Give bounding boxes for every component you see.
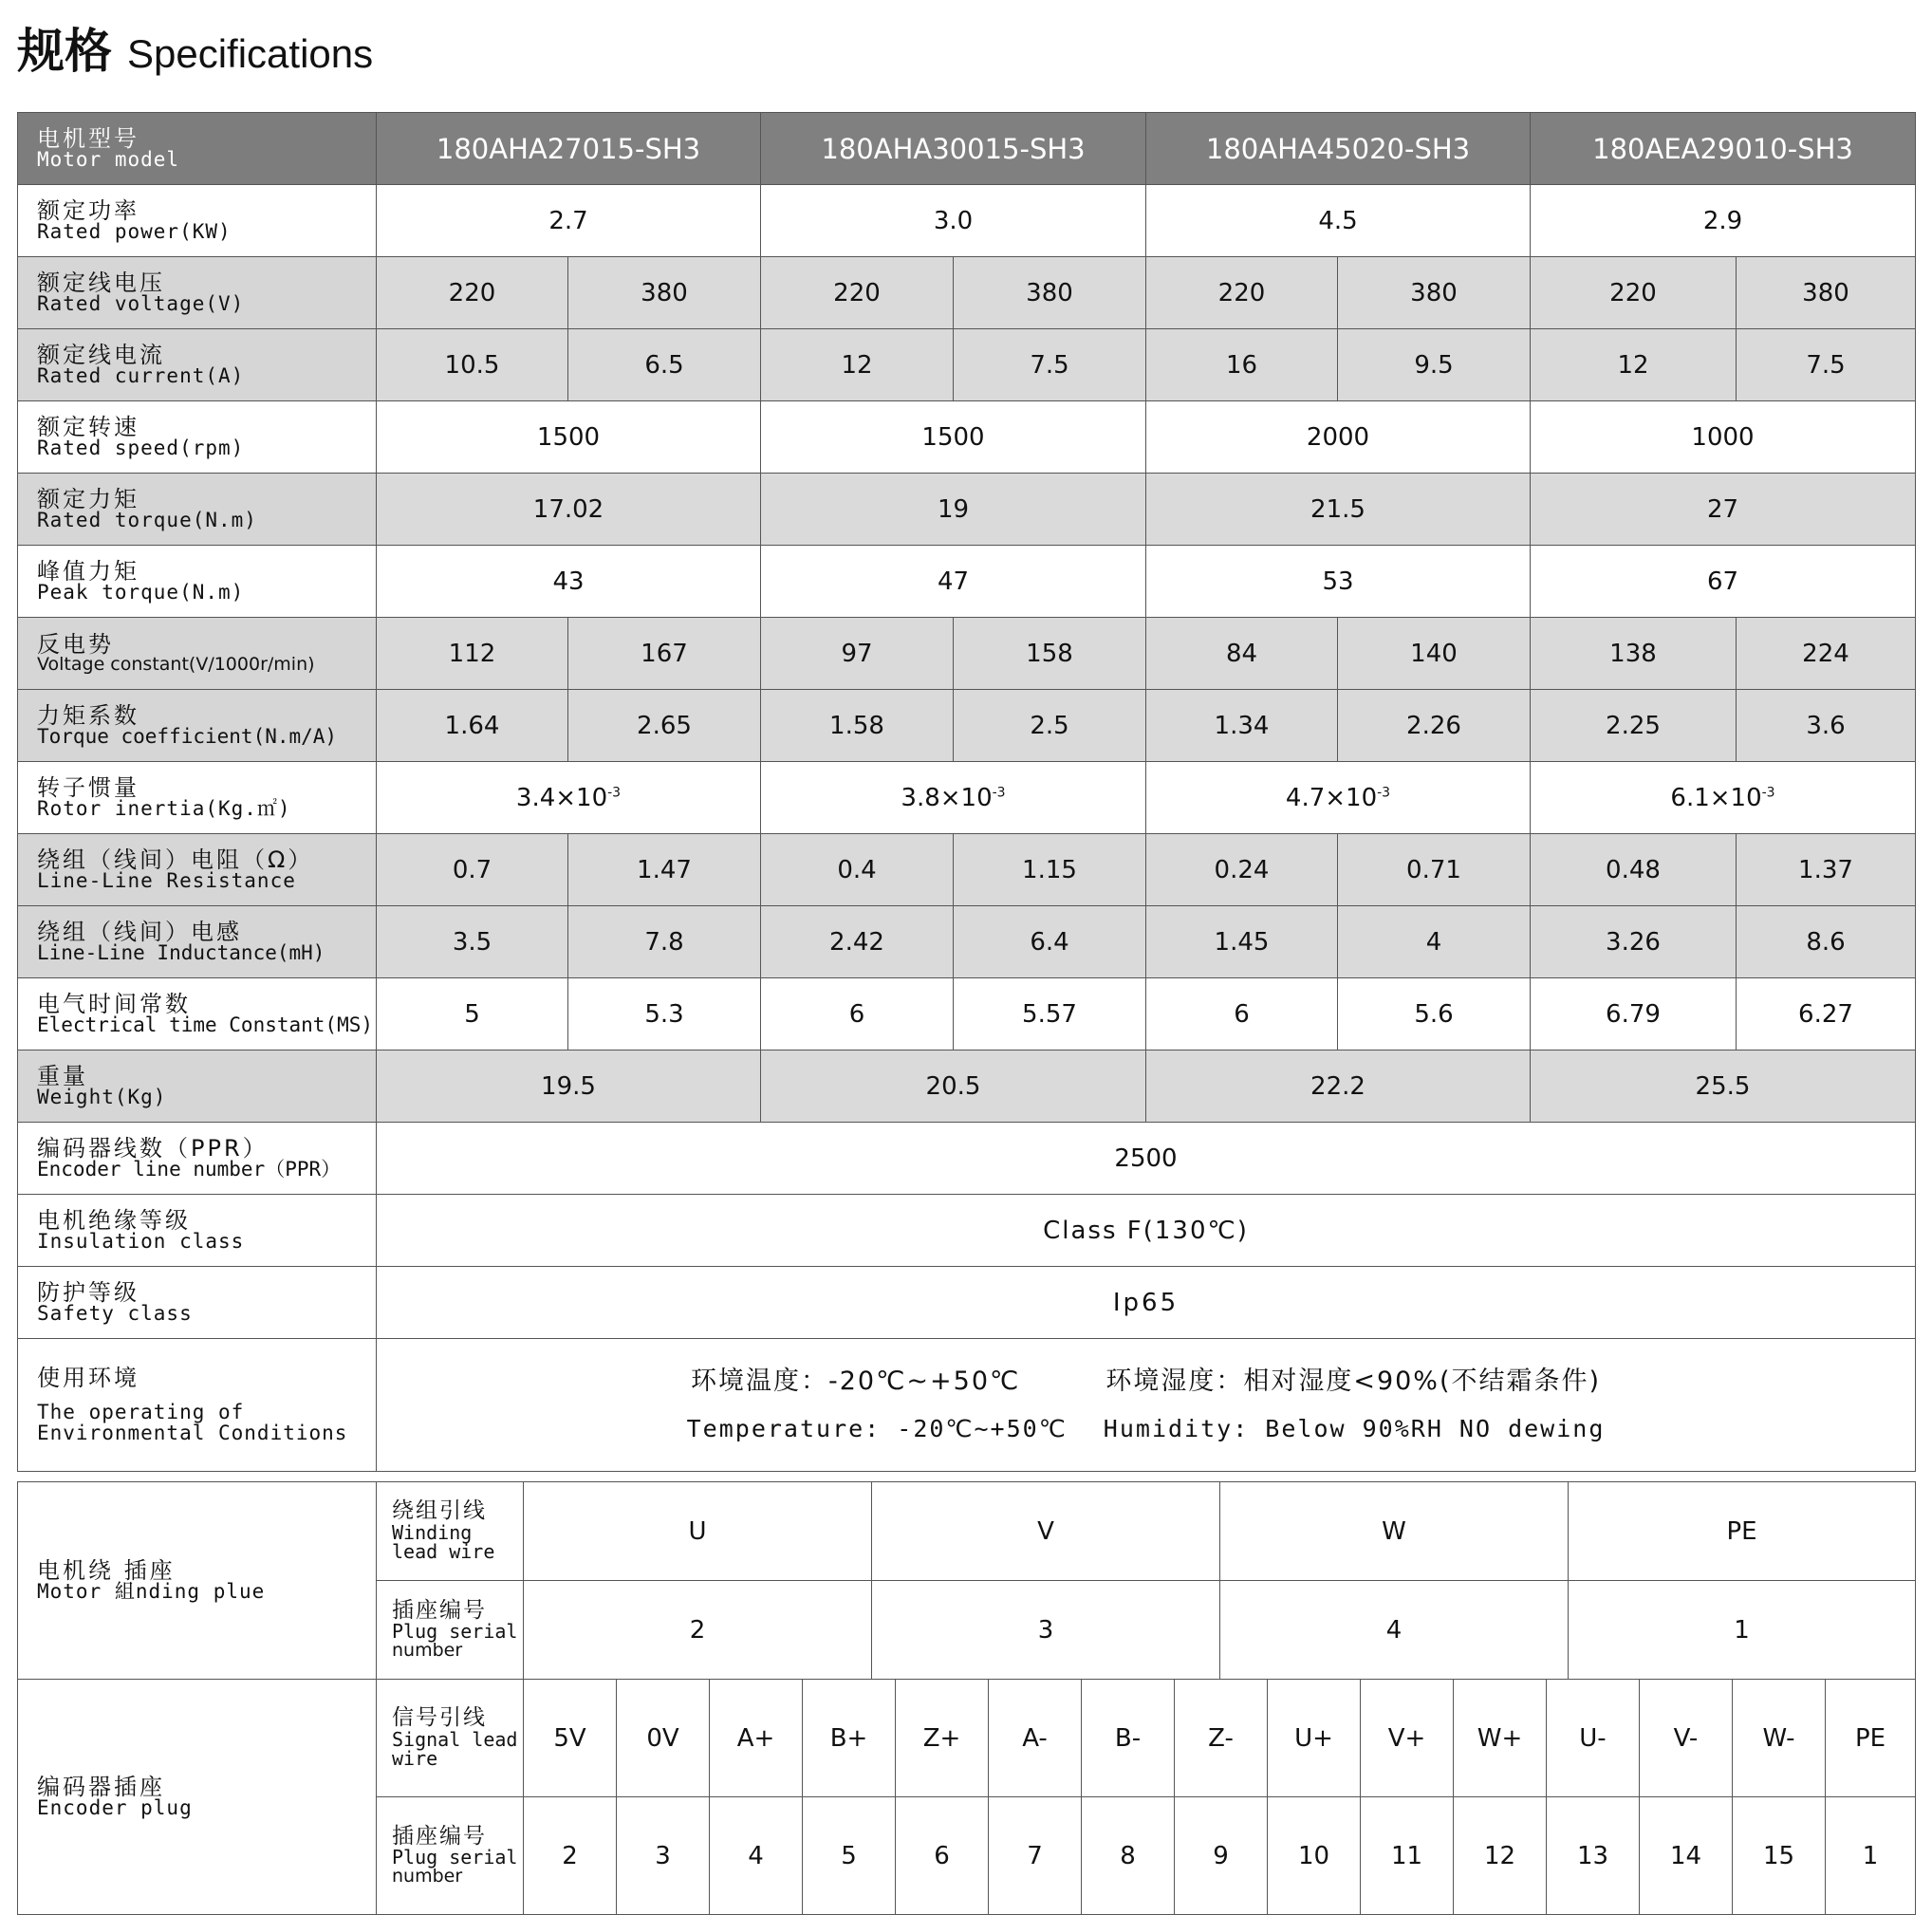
spec-value: 6.27 bbox=[1737, 978, 1916, 1050]
label-resistance: 绕组（线间）电阻（Ω） Line-Line Resistance bbox=[18, 834, 377, 906]
spec-value: 53 bbox=[1146, 546, 1531, 618]
label-environment: 使用环境 The operating of Environmental Conditions bbox=[18, 1339, 377, 1472]
temp-en: Temperature: -20℃~+50℃ bbox=[686, 1414, 1068, 1442]
row-rated-voltage bbox=[18, 257, 1916, 329]
plug-number: 2 bbox=[524, 1797, 617, 1915]
row-encoder-line bbox=[18, 1123, 1916, 1195]
row-rated-current bbox=[18, 329, 1916, 401]
label-plug-serial: 插座编号 Plug serial number bbox=[377, 1581, 524, 1680]
plug-number: 14 bbox=[1640, 1797, 1733, 1915]
spec-value: 380 bbox=[1737, 257, 1916, 329]
spec-value: 2.26 bbox=[1338, 690, 1531, 762]
spec-value: 4 bbox=[1338, 906, 1531, 978]
spec-value: 47 bbox=[761, 546, 1146, 618]
humidity-zh: 环境湿度：相对湿度<90%(不结霜条件) bbox=[1105, 1366, 1602, 1396]
spec-value: 12 bbox=[1531, 329, 1737, 401]
spec-value: $4.7\times 10^{-3}$ bbox=[1146, 762, 1531, 834]
signal-lead: B- bbox=[1082, 1680, 1175, 1797]
winding-lead: V bbox=[872, 1482, 1220, 1581]
label-rated-speed: 额定转速 Rated speed(rpm) bbox=[18, 401, 377, 474]
model-name: 180AEA29010-SH3 bbox=[1531, 113, 1916, 185]
spec-value: 2.42 bbox=[761, 906, 954, 978]
spec-value: 3.6 bbox=[1737, 690, 1916, 762]
spec-value: 220 bbox=[1531, 257, 1737, 329]
spec-value: 5.6 bbox=[1338, 978, 1531, 1050]
spec-value: 27 bbox=[1531, 474, 1916, 546]
spec-value: 7.5 bbox=[1737, 329, 1916, 401]
spec-value: 5 bbox=[377, 978, 568, 1050]
plug-number: 15 bbox=[1733, 1797, 1826, 1915]
spec-value: 10.5 bbox=[377, 329, 568, 401]
label-motor-model: 电机型号 Motor model bbox=[18, 113, 377, 185]
spec-value: 3.26 bbox=[1531, 906, 1737, 978]
row-rated-torque bbox=[18, 474, 1916, 546]
label-signal-lead: 信号引线 Signal lead wire bbox=[377, 1680, 524, 1797]
spec-table bbox=[17, 112, 1916, 1472]
row-peak-torque bbox=[18, 546, 1916, 618]
spec-value: $3.8\times 10^{-3}$ bbox=[761, 762, 1146, 834]
spec-value: 1.47 bbox=[568, 834, 761, 906]
row-inductance bbox=[18, 906, 1916, 978]
row-motor-model bbox=[18, 113, 1916, 185]
winding-lead: U bbox=[524, 1482, 872, 1581]
row-insulation bbox=[18, 1195, 1916, 1267]
label-rated-voltage: 额定线电压 Rated voltage(V) bbox=[18, 257, 377, 329]
row-time-constant bbox=[18, 978, 1916, 1050]
spec-value: 21.5 bbox=[1146, 474, 1531, 546]
plug-number: 8 bbox=[1082, 1797, 1175, 1915]
spec-value: 19.5 bbox=[377, 1050, 761, 1123]
row-rated-speed bbox=[18, 401, 1916, 474]
plug-number: 3 bbox=[872, 1581, 1220, 1680]
label-torque-coefficient: 力矩系数 Torque coefficient(N.m/A) bbox=[18, 690, 377, 762]
label-rated-torque: 额定力矩 Rated torque(N.m) bbox=[18, 474, 377, 546]
spec-value: 7.8 bbox=[568, 906, 761, 978]
spec-value: 43 bbox=[377, 546, 761, 618]
plug-number: 3 bbox=[617, 1797, 710, 1915]
plug-number: 9 bbox=[1175, 1797, 1268, 1915]
encoder-plug-table bbox=[17, 1679, 1916, 1915]
spec-value: 20.5 bbox=[761, 1050, 1146, 1123]
signal-lead: U+ bbox=[1268, 1680, 1361, 1797]
row-rated-power bbox=[18, 185, 1916, 257]
row-safety bbox=[18, 1267, 1916, 1339]
label-peak-torque: 峰值力矩 Peak torque(N.m) bbox=[18, 546, 377, 618]
spec-value: 1.34 bbox=[1146, 690, 1338, 762]
spec-value: Ip65 bbox=[377, 1267, 1916, 1339]
label-winding-plug: 电机绕 插座 Motor 組nding plue bbox=[18, 1482, 377, 1680]
spec-value: 22.2 bbox=[1146, 1050, 1531, 1123]
spec-value: 2.25 bbox=[1531, 690, 1737, 762]
label-plug-serial: 插座编号 Plug serial number bbox=[377, 1797, 524, 1915]
signal-lead: PE bbox=[1826, 1680, 1916, 1797]
label-rated-power: 额定功率 Rated power(KW) bbox=[18, 185, 377, 257]
spec-value: 97 bbox=[761, 618, 954, 690]
plug-number: 4 bbox=[710, 1797, 803, 1915]
signal-lead: 5V bbox=[524, 1680, 617, 1797]
spec-value: 140 bbox=[1338, 618, 1531, 690]
spec-value: 1.15 bbox=[954, 834, 1146, 906]
page-title bbox=[17, 13, 373, 82]
spec-value: 8.6 bbox=[1737, 906, 1916, 978]
spec-value: 1.58 bbox=[761, 690, 954, 762]
spec-value: 224 bbox=[1737, 618, 1916, 690]
spec-value: 158 bbox=[954, 618, 1146, 690]
model-name: 180AHA27015-SH3 bbox=[377, 113, 761, 185]
spec-value: $6.1\times 10^{-3}$ bbox=[1531, 762, 1916, 834]
spec-value: 1500 bbox=[761, 401, 1146, 474]
label-winding-lead: 绕组引线 Winding lead wire bbox=[377, 1482, 524, 1581]
plug-number: 2 bbox=[524, 1581, 872, 1680]
signal-lead: A- bbox=[989, 1680, 1082, 1797]
title-zh: 规格 bbox=[17, 24, 112, 79]
spec-value: 2000 bbox=[1146, 401, 1531, 474]
spec-value: 1000 bbox=[1531, 401, 1916, 474]
spec-value: 220 bbox=[377, 257, 568, 329]
spec-value: 12 bbox=[761, 329, 954, 401]
spec-value: 2500 bbox=[377, 1123, 1916, 1195]
signal-lead: W+ bbox=[1454, 1680, 1547, 1797]
spec-value: 6.5 bbox=[568, 329, 761, 401]
spec-value: 220 bbox=[761, 257, 954, 329]
spec-value: 67 bbox=[1531, 546, 1916, 618]
signal-lead: B+ bbox=[803, 1680, 896, 1797]
spec-value: 1.37 bbox=[1737, 834, 1916, 906]
spec-value: 4.5 bbox=[1146, 185, 1531, 257]
signal-lead: A+ bbox=[710, 1680, 803, 1797]
humidity-en: Humidity: Below 90%RH NO dewing bbox=[1103, 1414, 1606, 1442]
label-encoder-line: 编码器线数（PPR） Encoder line number（PPR） bbox=[18, 1123, 377, 1195]
signal-lead: Z+ bbox=[896, 1680, 989, 1797]
spec-value: 0.7 bbox=[377, 834, 568, 906]
signal-lead: 0V bbox=[617, 1680, 710, 1797]
winding-lead: PE bbox=[1569, 1482, 1916, 1581]
plug-number: 7 bbox=[989, 1797, 1082, 1915]
winding-plug-table bbox=[17, 1481, 1916, 1680]
model-name: 180AHA30015-SH3 bbox=[761, 113, 1146, 185]
temp-zh: 环境温度：-20℃~+50℃ bbox=[690, 1366, 1021, 1396]
spec-value: 2.7 bbox=[377, 185, 761, 257]
model-name: 180AHA45020-SH3 bbox=[1146, 113, 1531, 185]
spec-value: 167 bbox=[568, 618, 761, 690]
label-rotor-inertia: 转子惯量 Rotor inertia(Kg.㎡) bbox=[18, 762, 377, 834]
spec-value: 25.5 bbox=[1531, 1050, 1916, 1123]
row-signal-lead bbox=[18, 1680, 1916, 1797]
signal-lead: U- bbox=[1547, 1680, 1640, 1797]
signal-lead: V+ bbox=[1361, 1680, 1454, 1797]
label-rated-current: 额定线电流 Rated current(A) bbox=[18, 329, 377, 401]
spec-value: 5.57 bbox=[954, 978, 1146, 1050]
plug-number: 1 bbox=[1569, 1581, 1916, 1680]
plug-number: 6 bbox=[896, 1797, 989, 1915]
spec-value: 2.9 bbox=[1531, 185, 1916, 257]
spec-value: 1.45 bbox=[1146, 906, 1338, 978]
plug-number: 5 bbox=[803, 1797, 896, 1915]
spec-value: 9.5 bbox=[1338, 329, 1531, 401]
label-encoder-plug: 编码器插座 Encoder plug bbox=[18, 1680, 377, 1915]
spec-value: 5.3 bbox=[568, 978, 761, 1050]
label-weight: 重量 Weight(Kg) bbox=[18, 1050, 377, 1123]
environment-conditions bbox=[377, 1339, 1916, 1472]
row-voltage-constant bbox=[18, 618, 1916, 690]
plug-number: 11 bbox=[1361, 1797, 1454, 1915]
spec-value: 220 bbox=[1146, 257, 1338, 329]
title-en: Specifications bbox=[127, 31, 374, 76]
spec-value: 19 bbox=[761, 474, 1146, 546]
label-voltage-constant: 反电势 Voltage constant(V/1000r/min) bbox=[18, 618, 377, 690]
row-environment bbox=[18, 1339, 1916, 1472]
spec-value: 16 bbox=[1146, 329, 1338, 401]
spec-value: 6 bbox=[1146, 978, 1338, 1050]
plug-number: 13 bbox=[1547, 1797, 1640, 1915]
spec-value: 0.48 bbox=[1531, 834, 1737, 906]
spec-value: 17.02 bbox=[377, 474, 761, 546]
spec-value: 6.4 bbox=[954, 906, 1146, 978]
spec-value: $3.4\times 10^{-3}$ bbox=[377, 762, 761, 834]
spec-value: 380 bbox=[954, 257, 1146, 329]
signal-lead: V- bbox=[1640, 1680, 1733, 1797]
spec-value: 138 bbox=[1531, 618, 1737, 690]
spec-value: 2.5 bbox=[954, 690, 1146, 762]
spec-value: 7.5 bbox=[954, 329, 1146, 401]
row-resistance bbox=[18, 834, 1916, 906]
spec-value: 1.64 bbox=[377, 690, 568, 762]
spec-value: 380 bbox=[568, 257, 761, 329]
spec-value: 3.5 bbox=[377, 906, 568, 978]
spec-value: 3.0 bbox=[761, 185, 1146, 257]
plug-number: 4 bbox=[1220, 1581, 1569, 1680]
spec-value: 6 bbox=[761, 978, 954, 1050]
spec-value: 6.79 bbox=[1531, 978, 1737, 1050]
row-winding-lead bbox=[18, 1482, 1916, 1581]
row-weight bbox=[18, 1050, 1916, 1123]
winding-lead: W bbox=[1220, 1482, 1569, 1581]
spec-value: 2.65 bbox=[568, 690, 761, 762]
label-inductance: 绕组（线间）电感 Line-Line Inductance(mH) bbox=[18, 906, 377, 978]
row-torque-coefficient bbox=[18, 690, 1916, 762]
plug-number: 12 bbox=[1454, 1797, 1547, 1915]
spec-value: Class F(130℃) bbox=[377, 1195, 1916, 1267]
spec-value: 380 bbox=[1338, 257, 1531, 329]
signal-lead: Z- bbox=[1175, 1680, 1268, 1797]
label-insulation: 电机绝缘等级 Insulation class bbox=[18, 1195, 377, 1267]
spec-value: 0.24 bbox=[1146, 834, 1338, 906]
plug-number: 10 bbox=[1268, 1797, 1361, 1915]
spec-value: 0.71 bbox=[1338, 834, 1531, 906]
label-safety: 防护等级 Safety class bbox=[18, 1267, 377, 1339]
row-rotor-inertia bbox=[18, 762, 1916, 834]
label-time-constant: 电气时间常数 Electrical time Constant(MS) bbox=[18, 978, 377, 1050]
plug-number: 1 bbox=[1826, 1797, 1916, 1915]
signal-lead: W- bbox=[1733, 1680, 1826, 1797]
spec-value: 1500 bbox=[377, 401, 761, 474]
spec-value: 112 bbox=[377, 618, 568, 690]
spec-value: 0.4 bbox=[761, 834, 954, 906]
spec-value: 84 bbox=[1146, 618, 1338, 690]
